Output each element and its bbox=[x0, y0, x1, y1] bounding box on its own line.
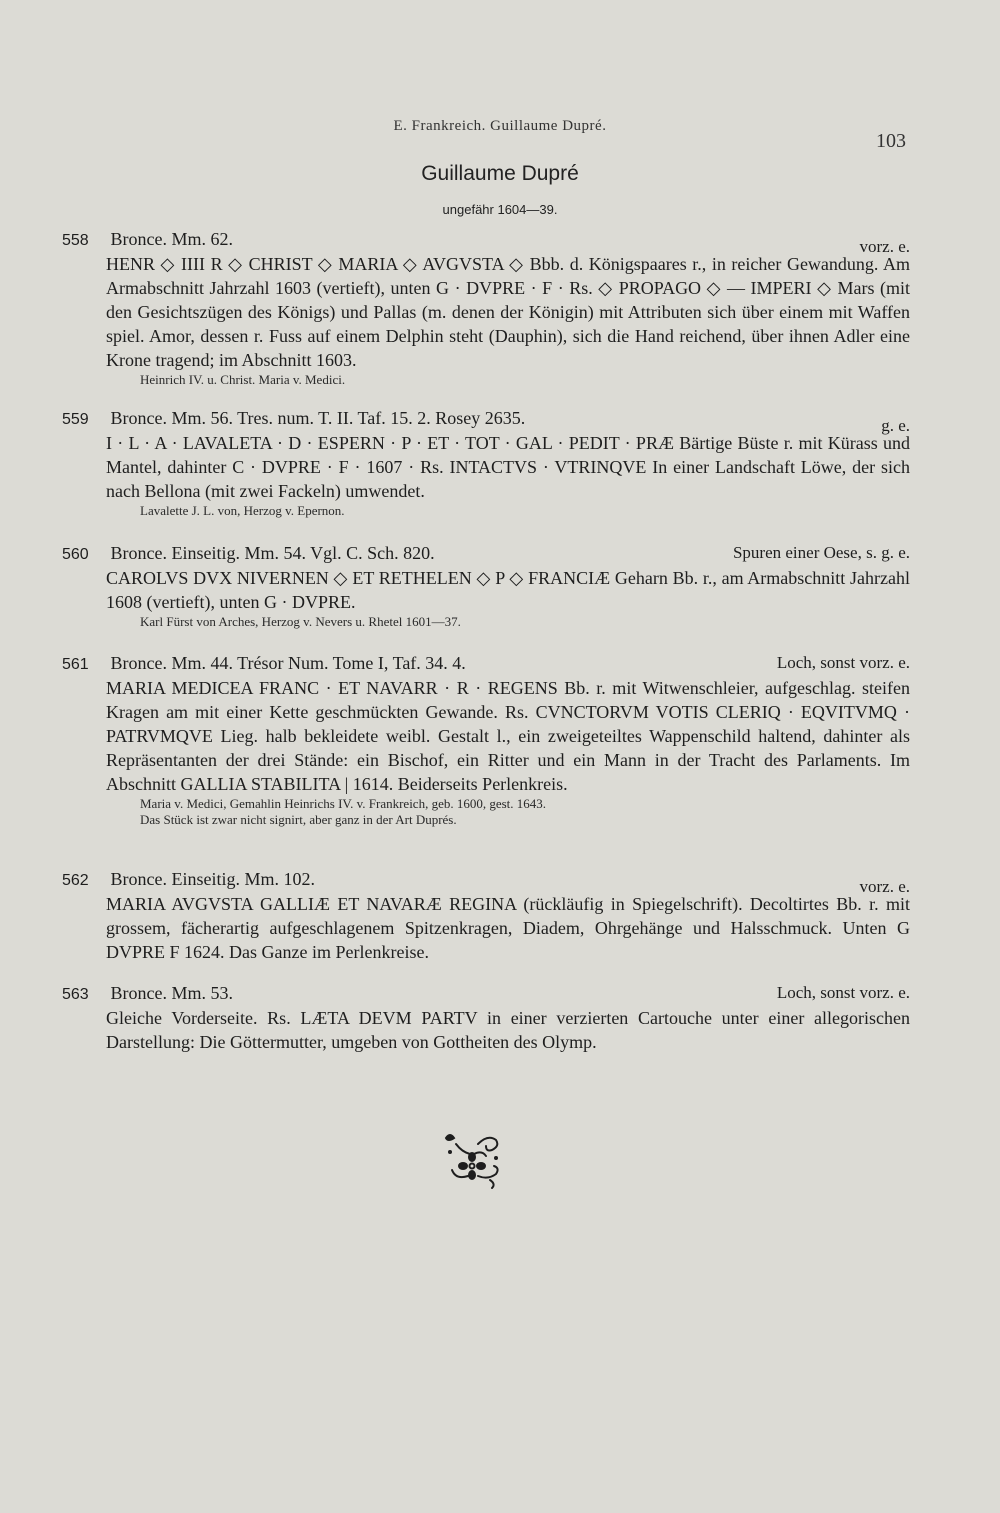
entry-number: 558 bbox=[62, 232, 89, 249]
catalog-entry-560 bbox=[62, 540, 910, 630]
entry-citation: Bronce. Mm. 44. Trésor Num. Tome I, Taf. 34. 4. bbox=[110, 653, 466, 673]
catalog-entry-561 bbox=[62, 650, 910, 828]
entry-number: 561 bbox=[62, 656, 89, 673]
entry-citation: Bronce. Einseitig. Mm. 102. bbox=[110, 869, 315, 889]
entry-citation: Bronce. Mm. 56. Tres. num. T. II. Taf. 15. 2. Rosey 2635. bbox=[110, 408, 526, 428]
entry-description: I · L · A · LAVALETA · D · ESPERN · P · ET · TOT · GAL · PEDIT · PRÆ Bärtige Büste r. mit Kürass und Mantel, dahinter C · DVPRE · F · 1607 · Rs. INTACTVS · VTRINQVE In einer Landschaft Löwe, der sich nach Bellona (mit zwei Fackeln) umwendet. bbox=[106, 433, 910, 501]
entry-note: Maria v. Medici, Gemahlin Heinrichs IV. v. Frankreich, geb. 1600, gest. 1643. bbox=[140, 796, 547, 811]
entry-condition: vorz. e. bbox=[859, 237, 910, 256]
entry-citation: Bronce. Einseitig. Mm. 54. Vgl. C. Sch. 820. bbox=[110, 543, 435, 563]
entry-number: 562 bbox=[62, 872, 89, 889]
entry-condition: vorz. e. bbox=[859, 877, 910, 896]
entry-number: 560 bbox=[62, 546, 89, 563]
catalog-entry-563 bbox=[62, 980, 910, 1054]
entry-note: Heinrich IV. u. Christ. Maria v. Medici. bbox=[140, 372, 346, 387]
entry-note: Das Stück ist zwar nicht signirt, aber ganz in der Art Duprés. bbox=[140, 812, 457, 827]
entry-description: HENR ◇ IIII R ◇ CHRIST ◇ MARIA ◇ AVGVSTA ◇ Bbb. d. Königspaares r., in reicher Gewandung. Am Armabschnitt Jahrzahl 1603 (vertieft), unten G · DVPRE · F · Rs. ◇ PROPAGO ◇ — IMPERI ◇ Mars (mit den Gesichtszügen des Königs) und Pallas (m. denen der Königin) mit Attributen sich über einem mit Waffen spiel. Amor, dessen r. Fuss auf einem Delphin steht (Dauphin), sich die Hand reichend, über ihnen Adler eine Krone tragend; im Abschnitt 1603. bbox=[106, 254, 910, 370]
entry-description: Gleiche Vorderseite. Rs. LÆTA DEVM PARTV in einer verzierten Cartouche unter einer allegorischen Darstellung: Die Göttermutter, umgeben von Gottheiten des Olymp. bbox=[106, 1008, 910, 1052]
entry-condition: Loch, sonst vorz. e. bbox=[776, 983, 910, 1002]
entry-header bbox=[62, 226, 910, 256]
entry-number: 559 bbox=[62, 411, 89, 428]
entry-description: CAROLVS DVX NIVERNEN ◇ ET RETHELEN ◇ P ◇ FRANCIÆ Geharn Bb. r., am Armabschnitt Jahrzahl 1608 (vertieft), unten G · DVPRE. bbox=[106, 568, 910, 612]
page-number: 103 bbox=[876, 130, 906, 152]
entry-number: 563 bbox=[62, 986, 89, 1003]
entry-header bbox=[62, 405, 910, 435]
entry-description: MARIA MEDICEA FRANC · ET NAVARR · R · REGENS Bb. r. mit Witwenschleier, aufgeschlag. steifen Kragen am mit einer Kette geschmückten Gewande. Rs. CVNCTORVM VOTIS CLERIQ · EQVITVMQ · PATRVMQVE Lieg. halb bekleidete weibl. Gestalt l., ein zweigeteiltes Wappenschild haltend, dahinter als Repräsentanten der drei Stände: ein Bischof, ein Ritter und ein Mann in der Tracht des Parlaments. Im Abschnitt GALLIA STABILITA | 1614. Beiderseits Perlenkreis. bbox=[106, 678, 910, 794]
entry-note: Lavalette J. L. von, Herzog v. Epernon. bbox=[140, 503, 345, 518]
floral-vignette-icon bbox=[438, 1130, 506, 1190]
catalog-entry-562 bbox=[62, 866, 910, 964]
entry-condition: Loch, sonst vorz. e. bbox=[776, 653, 910, 672]
page-title: Guillaume Dupré bbox=[421, 162, 579, 185]
entry-condition: Spuren einer Oese, s. g. e. bbox=[732, 543, 910, 562]
catalog-entry-558 bbox=[62, 226, 910, 388]
entry-description: MARIA AVGVSTA GALLIÆ ET NAVARÆ REGINA (rückläufig in Spiegelschrift). Decoltirtes Bb. r. mit grossem, fächerartig aufgeschlagenem Spitzenkragen, Diadem, Ohrgehänge und Halsschmuck. Unten G DVPRE F 1624. Das Ganze im Perlenkreise. bbox=[106, 894, 910, 962]
entry-header bbox=[62, 650, 910, 676]
catalog-entry-559 bbox=[62, 405, 910, 519]
page-subtitle: ungefähr 1604—39. bbox=[442, 202, 558, 217]
entry-citation: Bronce. Mm. 62. bbox=[110, 229, 233, 249]
entry-condition: g. e. bbox=[881, 416, 910, 435]
entry-header bbox=[62, 980, 910, 1006]
entry-note: Karl Fürst von Arches, Herzog v. Nevers u. Rhetel 1601—37. bbox=[140, 614, 461, 629]
entry-citation: Bronce. Mm. 53. bbox=[110, 983, 233, 1003]
running-head: E. Frankreich. Guillaume Dupré. bbox=[393, 118, 607, 134]
entry-header bbox=[62, 540, 910, 566]
entry-header bbox=[62, 866, 910, 896]
